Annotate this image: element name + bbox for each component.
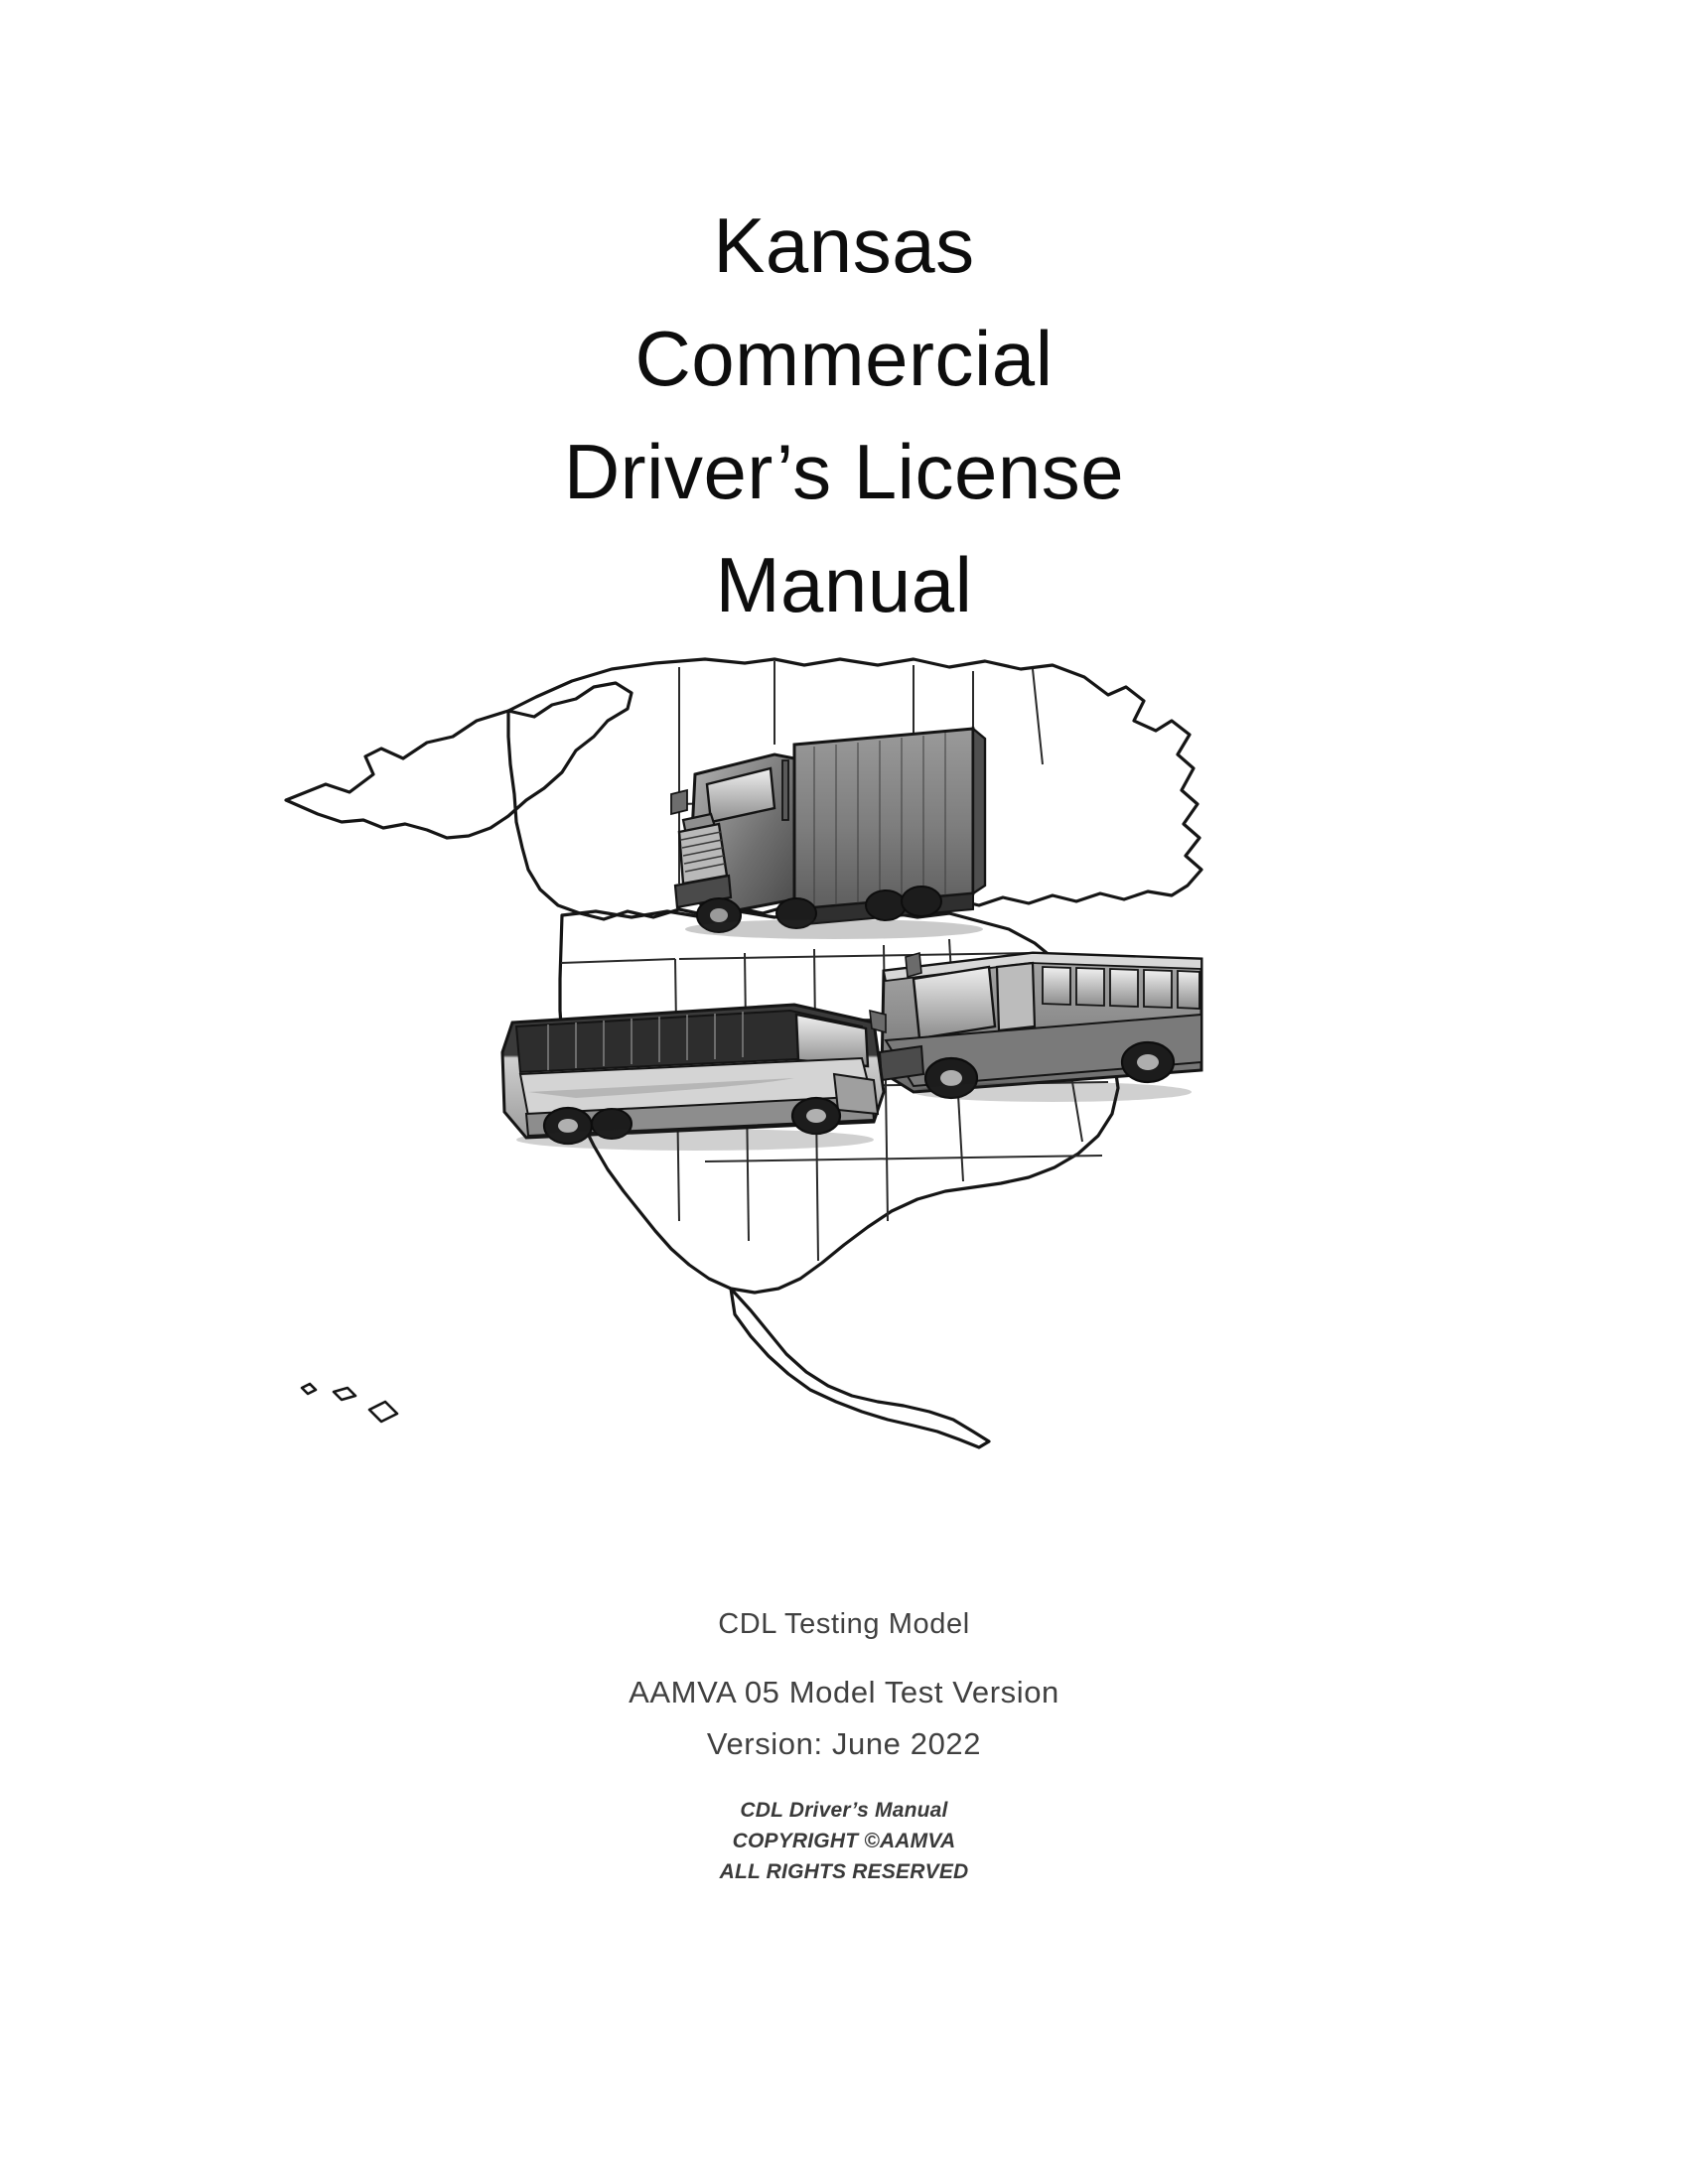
motorcoach-bus	[502, 1005, 886, 1151]
copyright-line-1: CDL Driver’s Manual	[740, 1799, 948, 1822]
school-bus	[880, 953, 1201, 1102]
credit-model-test-version: AAMVA 05 Model Test Version	[629, 1675, 1059, 1709]
credit-version: Version: June 2022	[706, 1726, 982, 1761]
north-america-map-with-truck-and-buses-illustration	[0, 625, 1688, 1449]
cover-credits	[0, 1598, 1688, 1887]
title-line-1: Kansas	[713, 202, 975, 289]
semi-truck-tractor-trailer	[671, 729, 985, 939]
copyright-line-3: ALL RIGHTS RESERVED	[719, 1860, 969, 1883]
copyright-block	[0, 1795, 1688, 1887]
title-line-4: Manual	[715, 541, 973, 628]
credit-testing-model: CDL Testing Model	[718, 1608, 970, 1640]
title-line-2: Commercial	[634, 315, 1054, 402]
title-line-3: Driver’s License	[563, 428, 1125, 515]
copyright-line-2: COPYRIGHT ©AAMVA	[732, 1830, 956, 1852]
page-title	[0, 189, 1688, 641]
